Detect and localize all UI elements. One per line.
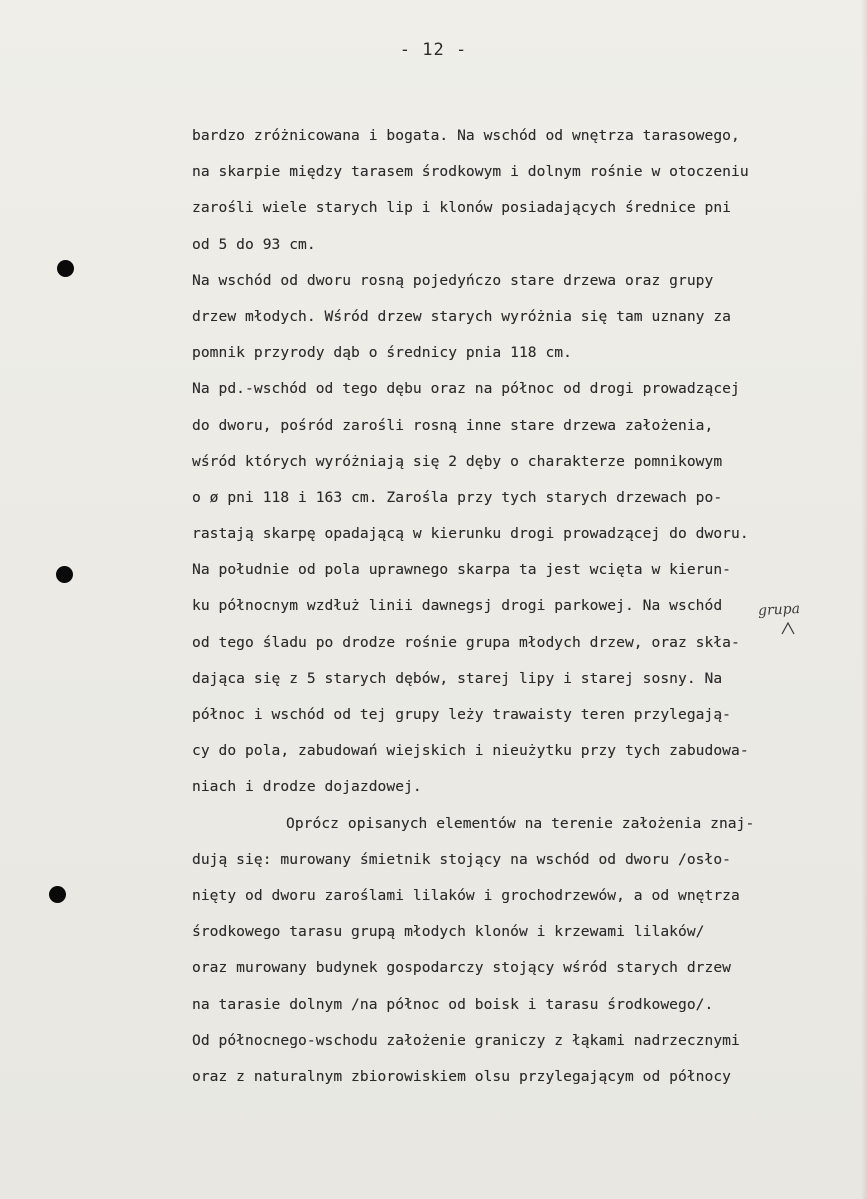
text-line: Na pd.-wschód od tego dębu oraz na północ od drogi prowadzącej	[192, 380, 740, 398]
text-line: od 5 do 93 cm.	[192, 235, 316, 253]
text-line: pomnik przyrody dąb o średnicy pnia 118 cm.	[192, 344, 572, 362]
text-line: rastają skarpę opadającą w kierunku drogi prowadzącej do dworu.	[192, 525, 749, 543]
text-line: dują się: murowany śmietnik stojący na wschód od dworu /osło-	[192, 850, 732, 868]
text-line: dająca się z 5 starych dębów, starej lipy i starej sosny. Na	[192, 669, 723, 687]
text-line: bardzo zróżnicowana i bogata. Na wschód od wnętrza tarasowego,	[192, 127, 740, 144]
punch-hole-top	[57, 260, 74, 277]
page-edge-shadow	[861, 0, 867, 1199]
paragraph-2	[192, 806, 852, 1096]
paragraph-1	[192, 118, 852, 806]
text-line: do dworu, pośród zarośli rosną inne stare drzewa założenia,	[192, 416, 714, 434]
text-line: wśród których wyróżniają się 2 dęby o charakterze pomnikowym	[192, 452, 723, 470]
handwritten-annotation: grupa	[757, 600, 801, 620]
punch-hole-middle	[56, 566, 73, 583]
text-line: niach i drodze dojazdowej.	[192, 778, 422, 796]
text-line: na tarasie dolnym /na północ od boisk i tarasu środkowego/.	[192, 995, 714, 1013]
text-line: drzew młodych. Wśród drzew starych wyróżnia się tam uznany za	[192, 307, 732, 325]
text-line: o ø pni 118 i 163 cm. Zarośla przy tych starych drzewach po-	[192, 488, 723, 506]
page-number: - 12 -	[399, 40, 468, 60]
text-line: Oprócz opisanych elementów na terenie założenia znaj-	[286, 814, 755, 832]
body-text	[192, 118, 852, 1095]
text-line: od tego śladu po drodze rośnie grupa młodych drzew, oraz skła-	[192, 633, 740, 651]
text-line: Od północnego-wschodu założenie graniczy z łąkami nadrzecznymi	[192, 1031, 740, 1049]
text-line: nięty od dworu zaroślami lilaków i grochodrzewów, a od wnętrza	[192, 886, 740, 904]
text-line: ku północnym wzdłuż linii dawnegsj drogi parkowej. Na wschód	[192, 597, 723, 615]
text-line: Na wschód od dworu rosną pojedyńczo stare drzewa oraz grupy	[192, 271, 714, 289]
punch-hole-bottom	[49, 886, 66, 903]
text-line: zarośli wiele starych lip i klonów posiadających średnice pni	[192, 199, 732, 217]
text-line: na skarpie między tarasem środkowym i dolnym rośnie w otoczeniu	[192, 163, 749, 181]
text-line: Na południe od pola uprawnego skarpa ta jest wcięta w kierun-	[192, 561, 732, 579]
text-line: cy do pola, zabudowań wiejskich i nieużytku przy tych zabudowa-	[192, 742, 749, 760]
text-line: oraz murowany budynek gospodarczy stojący wśród starych drzew	[192, 959, 732, 977]
text-line: środkowego tarasu grupą młodych klonów i krzewami lilaków/	[192, 923, 705, 941]
text-line: północ i wschód od tej grupy leży trawaisty teren przylegają-	[192, 706, 732, 723]
text-line: oraz z naturalnym zbiorowiskiem olsu przylegającym od północy	[192, 1067, 732, 1085]
